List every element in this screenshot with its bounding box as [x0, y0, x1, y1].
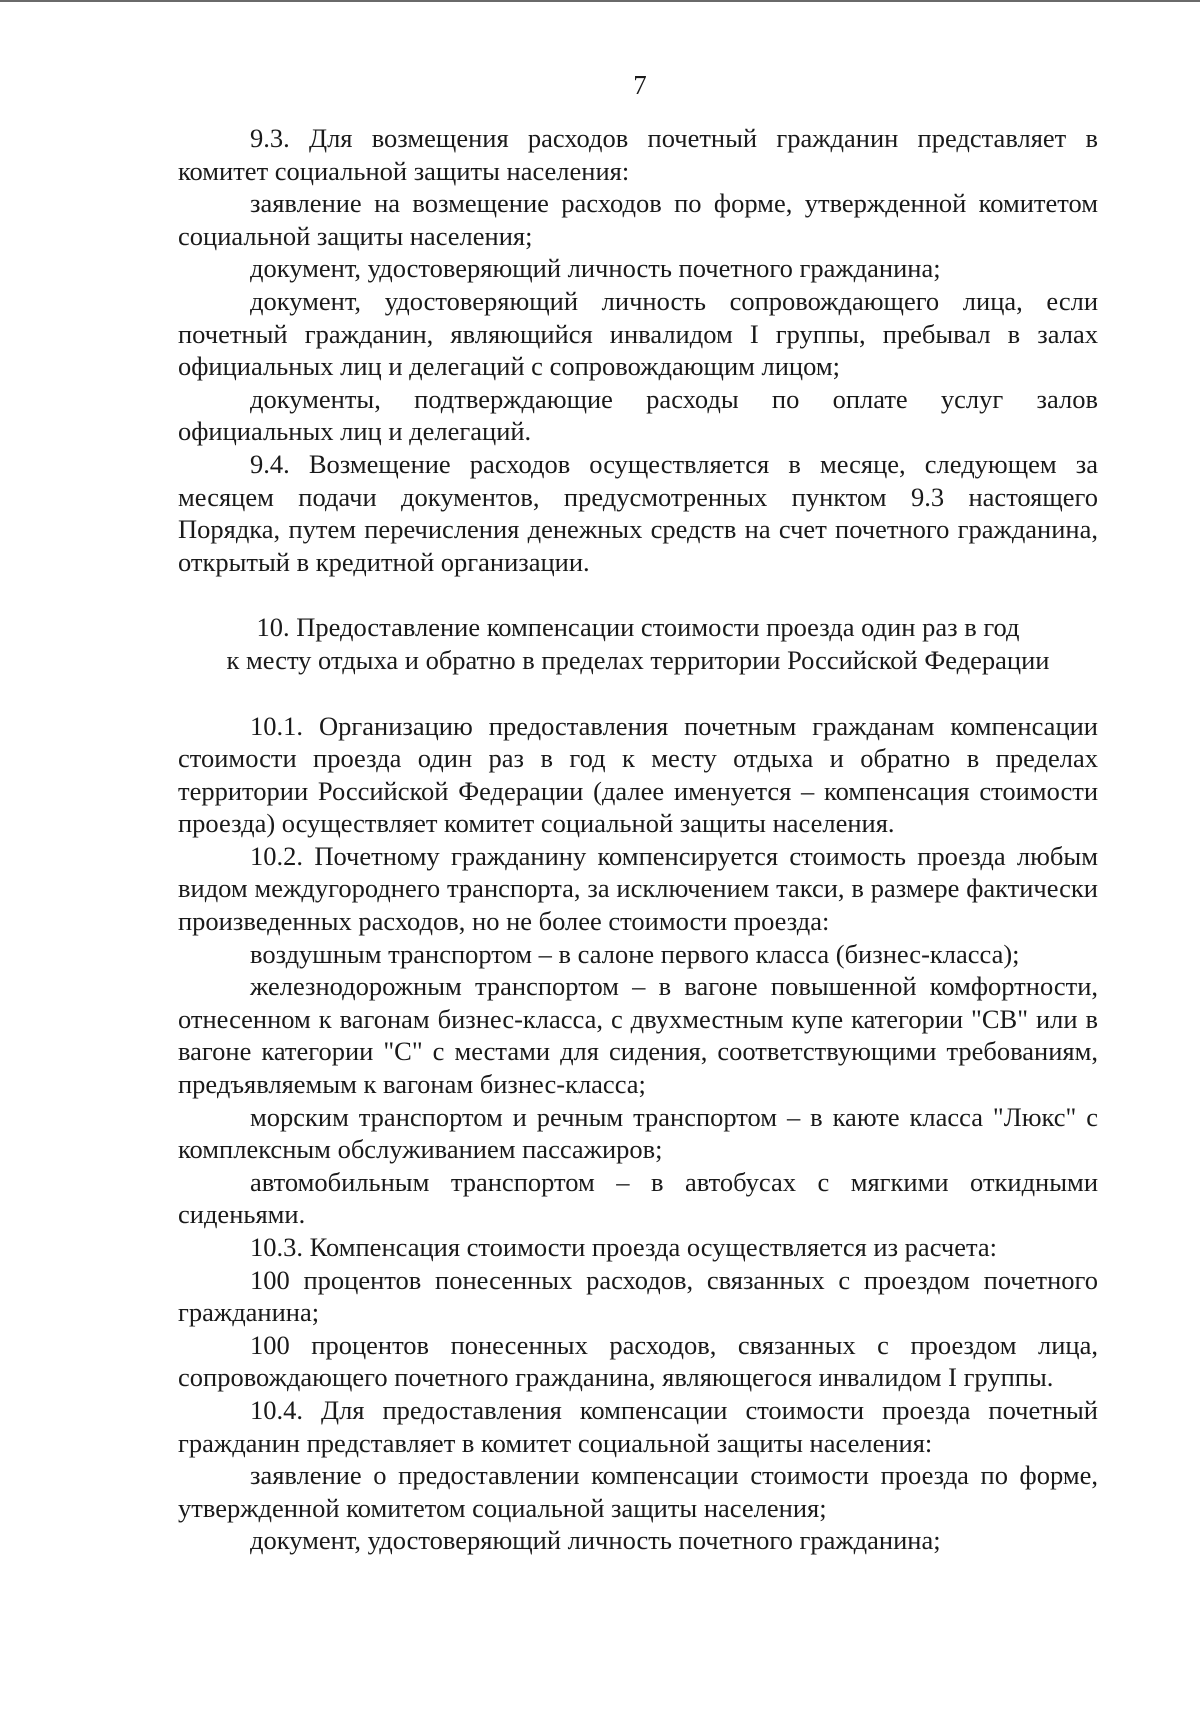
spacer: [178, 578, 1098, 611]
paragraph-sea-river-transport: морским транспортом и речным транспортом – в каюте класса "Люкс" с комплексным обслуживанием пассажиров;: [178, 1101, 1098, 1165]
top-edge-line: [0, 0, 1200, 2]
page-number: 7: [633, 70, 647, 100]
paragraph-9-4: 9.4. Возмещение расходов осуществляется в месяце, следующем за месяцем подачи документов, предусмотренных пунктом 9.3 настоящего Порядка, путем перечисления денежных средств на счет почетного гражданина, открытый в кредитной организации.: [178, 448, 1098, 577]
paragraph-rail-transport: железнодорожным транспортом – в вагоне повышенной комфортности, отнесенном к вагонам бизнес-класса, с двухместным купе категории "СВ" или в вагоне категории "С" с местами для сидения, соответствующими требованиям, предъявляемым к вагонам бизнес-класса;: [178, 971, 1098, 1100]
section-10-heading: [178, 611, 1098, 676]
paragraph-compensation-application: заявление о предоставлении компенсации стоимости проезда по форме, утвержденной комитетом социальной защиты населения;: [178, 1460, 1098, 1523]
paragraph-10-4: 10.4. Для предоставления компенсации стоимости проезда почетный гражданин представляет в комитет социальной защиты населения:: [178, 1394, 1098, 1458]
paragraph-9-3: 9.3. Для возмещения расходов почетный гражданин представляет в комитет социальной защиты населения:: [178, 123, 1098, 186]
section-title-line-1: 10. Предоставление компенсации стоимости проезда один раз в год: [256, 612, 1020, 643]
paragraph-citizen-travel-percent: 100 процентов понесенных расходов, связанных с проездом почетного гражданина;: [178, 1264, 1098, 1328]
paragraph-expense-documents: документы, подтверждающие расходы по оплате услуг залов официальных лиц и делегаций.: [178, 383, 1098, 447]
spacer: [178, 677, 1098, 710]
paragraph-air-transport: воздушным транспортом – в салоне первого класса (бизнес-класса);: [250, 938, 1020, 969]
paragraph-10-1: 10.1. Организацию предоставления почетным гражданам компенсации стоимости проезда один раз в год к месту отдыха и обратно в пределах территории Российской Федерации (далее именуется – компенсация стоимости проезда) осуществляет комитет социальной защиты населения.: [178, 710, 1098, 839]
document-body: [178, 122, 1098, 1557]
paragraph-companion-identity: документ, удостоверяющий личность сопровождающего лица, если почетный гражданин, являющийся инвалидом I группы, пребывал в залах официальных лиц и делегаций с сопровождающим лицом;: [178, 285, 1098, 382]
paragraph-road-transport: автомобильным транспортом – в автобусах с мягкими откидными сиденьями.: [178, 1166, 1098, 1230]
paragraph-10-3: 10.3. Компенсация стоимости проезда осуществляется из расчета:: [250, 1232, 998, 1262]
paragraph-identity-document: документ, удостоверяющий личность почетного гражданина;: [250, 253, 941, 284]
paragraph-application: заявление на возмещение расходов по форме, утвержденной комитетом социальной защиты населения;: [178, 188, 1098, 251]
paragraph-companion-travel-percent: 100 процентов понесенных расходов, связанных с проездом лица, сопровождающего почетного гражданина, являющегося инвалидом I группы.: [178, 1329, 1098, 1393]
section-title-line-2: к месту отдыха и обратно в пределах территории Российской Федерации: [226, 644, 1050, 675]
paragraph-identity-document-2: документ, удостоверяющий личность почетного гражданина;: [250, 1525, 941, 1556]
paragraph-10-2: 10.2. Почетному гражданину компенсируется стоимость проезда любым видом междугороднего транспорта, за исключением такси, в размере фактически произведенных расходов, но не более стоимости проезда:: [178, 840, 1098, 937]
